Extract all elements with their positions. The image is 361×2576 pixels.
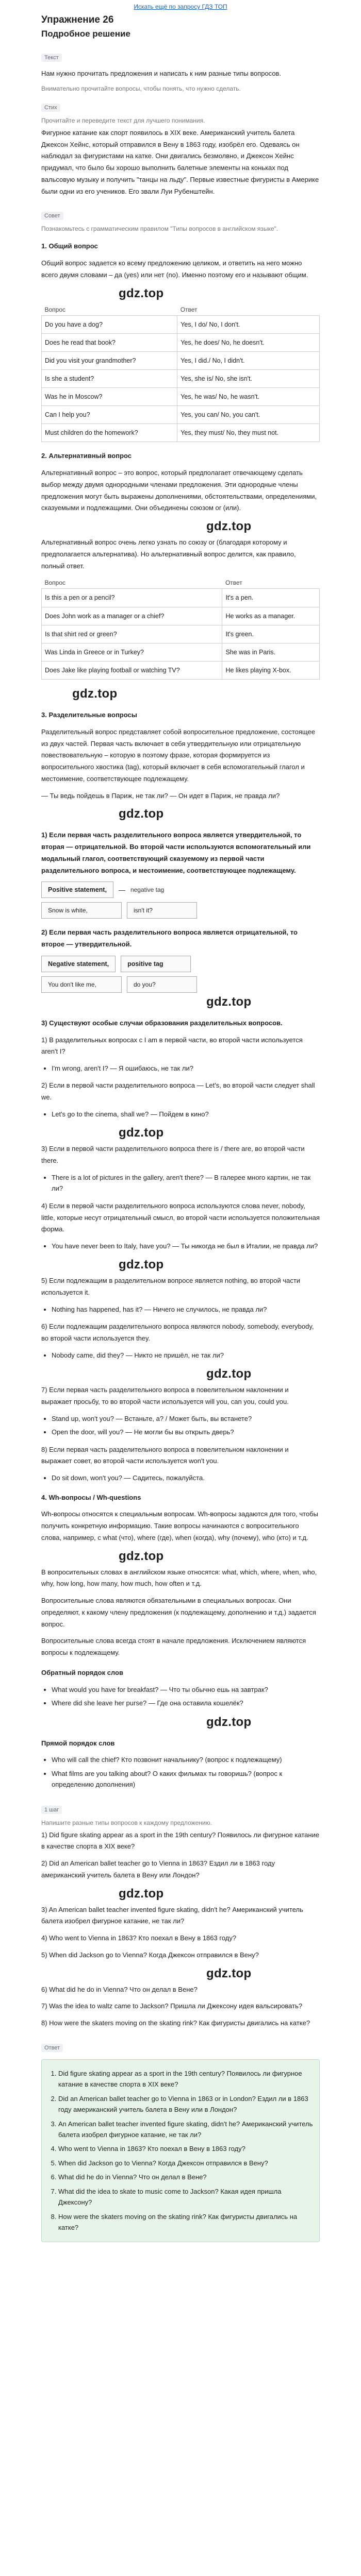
table-row: [42, 589, 320, 607]
answer-item: 1. Did figure skating appear as a sport in the 19th century? Появилось ли фигурное катание в качестве спорта в XIX веке?: [58, 2068, 313, 2090]
case-text: 3) Если в первой части разделительного вопроса there is / there are, во второй части there.: [41, 1145, 305, 1165]
watermark: gdz.top: [119, 807, 164, 821]
table-cell: Yes, he does/ No, he doesn't.: [177, 333, 320, 351]
list-item: • Let's go to the cinema, shall we? — Пойдем в кино?: [52, 1109, 320, 1120]
table-row: [42, 607, 320, 625]
disjunctive-rule-1: 1) Если первая часть разделительного вопроса является утвердительной, то вторая — отрицательной. Во второй части используются вспомогательный или модальный глагол, соответствующий сказуемому из первой части разделительного вопроса, и местоимение, соответствующее подлежащему.: [41, 831, 311, 874]
case-text: 5) Если подлежащим в разделительном вопросе является nothing, во второй части используется it.: [41, 1277, 301, 1297]
example-statement: Snow is white,: [41, 902, 122, 919]
table-cell: It's a pen.: [222, 589, 320, 607]
watermark: gdz.top: [119, 1549, 164, 1563]
table-cell: She was in Paris.: [222, 643, 320, 661]
search-more-link[interactable]: Искать ещё по запросу ГДЗ ТОП: [134, 3, 227, 10]
negative-tag-example: [41, 976, 320, 993]
alternative-text-2: Альтернативный вопрос очень легко узнать по союзу or (благодаря которому и предполагается альтернатива). Но альтернативный вопрос делится, как правило, полный ответ.: [41, 538, 296, 570]
list-item: • Who will call the chief? Кто позвонит начальнику? (вопрос к подлежащему): [52, 1754, 320, 1765]
positive-tag-example: [41, 902, 320, 919]
answer-item: 5. When did Jackson go to Vienna? Когда Джексон отправился в Вену?: [58, 2158, 313, 2168]
watermark: gdz.top: [119, 286, 164, 300]
answer-item: 6. What did he do in Vienna? Что он делал в Вене?: [58, 2172, 313, 2182]
table-row: [42, 625, 320, 643]
step-item: 6) What did he do in Vienna? Что он делал в Вене?: [41, 1985, 198, 1993]
watermark: gdz.top: [206, 1715, 252, 1729]
positive-statement-box: Positive statement,: [41, 882, 113, 898]
step-item: 3) An American ballet teacher invented figure skating, didn't he? Американский учитель балета изобрел фигурное катание, не так ли?: [41, 1905, 303, 1925]
list-item: • Do sit down, won't you? — Садитесь, пожалуйста.: [52, 1472, 320, 1483]
table-cell: Yes, she is/ No, she isn't.: [177, 369, 320, 387]
table-cell: Is she a student?: [42, 369, 177, 387]
table-cell: Must children do the homework?: [42, 424, 177, 442]
table-cell: Do you have a dog?: [42, 315, 177, 333]
list-item: • Stand up, won't you? — Встаньте, а? / Может быть, вы встанете?: [52, 1413, 320, 1424]
case-text: 6) Если подлежащим разделительного вопроса являются nobody, somebody, everybody, во второй части используется they.: [41, 1323, 314, 1343]
case-text: 8) Если первая часть разделительного вопроса в повелительном наклонении и выражает совет, во второй части используется won't you.: [41, 1445, 289, 1465]
col-question: Вопрос: [44, 579, 66, 587]
table-cell: Does he read that book?: [42, 333, 177, 351]
table-row: [42, 661, 320, 679]
table-row: [42, 369, 320, 387]
list-item: • What films are you talking about? О каких фильмах ты говоришь? (вопрос к определению дополнения): [52, 1768, 320, 1790]
case-text: 4) Если в первой части разделительного вопроса используются слова never, nobody, little, которые несут отрицательный смысл, во второй части используется положительная форма.: [41, 1201, 320, 1233]
table-cell: Yes, he was/ No, he wasn't.: [177, 388, 320, 406]
answer-item: 4. Who went to Vienna in 1863? Кто поехал в Вену в 1863 году?: [58, 2143, 313, 2154]
table-cell: He works as a manager.: [222, 607, 320, 625]
chip-answer: Ответ: [41, 2044, 63, 2052]
step-item: 1) Did figure skating appear as a sport in the 19th century? Появилось ли фигурное катание в качестве спорта в XIX веке?: [41, 1831, 320, 1851]
step-item: 7) Was the idea to waltz came to Jackson? Пришла ли Джексону идея вальсировать?: [41, 2002, 303, 2010]
negative-tag-label: negative tag: [130, 886, 165, 894]
wh-text-4: Вопросительные слова всегда стоят в начале предложения. Исключением являются вопросы к подлежащему.: [41, 1637, 306, 1657]
table-cell: Yes, I did./ No, I didn't.: [177, 351, 320, 369]
list-item: • There is a lot of pictures in the gallery, aren't there? — В галерее много картин, не так ли?: [52, 1172, 320, 1194]
page-title: Упражнение 26: [41, 14, 114, 25]
col-question: Вопрос: [44, 306, 66, 313]
watermark: gdz.top: [72, 687, 118, 701]
negative-statement-box: Negative statement,: [41, 956, 116, 972]
disjunctive-example: — Ты ведь пойдешь в Париж, не так ли? — Он идет в Париж, не правда ли?: [41, 791, 280, 800]
case-text: 2) Если в первой части разделительного вопроса — Let's, во второй части следует shall we.: [41, 1081, 315, 1101]
table-row: [42, 643, 320, 661]
table-cell: Yes, I do/ No, I don't.: [177, 315, 320, 333]
answer-box: [41, 2059, 320, 2242]
table-cell: Can I help you?: [42, 406, 177, 424]
answer-item: 3. An American ballet teacher invented figure skating, didn't he? Американский учитель балета изобрел фигурное катание, не так ли?: [58, 2119, 313, 2141]
wh-text: Wh-вопросы относятся к специальным вопросам. Wh-вопросы задаются для того, чтобы получить конкретную информацию. Такие вопросы начинаются с вопросительного слова, например, с what (что), where (где), when (когда), why (почему), who (кто) и т.д.: [41, 1510, 318, 1541]
special-cases-heading: 3) Существуют особые случаи образования разделительных вопросов.: [41, 1019, 283, 1027]
wh-text-2: В вопросительных словах в английском языке относятся: what, which, where, when, who, why, how long, how many, how much, how often и т.д.: [41, 1568, 317, 1588]
table-cell: Does Jake like playing football or watching TV?: [42, 661, 222, 679]
table-cell: It's green.: [222, 625, 320, 643]
chip-task: Текст: [41, 54, 62, 62]
watermark: gdz.top: [206, 1966, 252, 1980]
positive-tag-scheme: Positive statement, — negative tag: [41, 882, 320, 898]
wh-text-3: Вопросительные слова являются обязательными в специальных вопросах. Они определяют, к какому члену предложения (к подлежащему, дополнению и т.д.) задается вопрос.: [41, 1597, 316, 1628]
step-item: 2) Did an American ballet teacher go to Vienna in 1863? Ездил ли в 1863 году американский учитель балета в Вену или Лондон?: [41, 1859, 275, 1879]
list-item: • Open the door, will you? — Не могли бы вы открыть дверь?: [52, 1427, 320, 1437]
alternative-heading: 2. Альтернативный вопрос: [41, 452, 132, 460]
story-text: Фигурное катание как спорт появилось в XIX веке. Американский учитель балета Джексон Хейнс, который отправился в Вену в 1863 году, изобрёл его. Одеваясь он наблюдал за фигуристами на катке. Они двигались безмолвно, и Джексон Хейнс придумал, что было бы хорошо выполнить балетные элементы на коньках под вальсовую музыку и получить "танцы на льду". Первые известные фигуристы в Америке были одни из его учеников. Его звали Луи Рубенштейн.: [41, 128, 319, 195]
alternative-text: Альтернативный вопрос – это вопрос, который предполагает отвечающему сделать выбор между двумя однородными членами предложения. Эти однородные члены предложения могут быть выражены дополнениями, обстоятельствами, определениями, сказуемыми и подлежащими. Они объединены союзом or (или).: [41, 469, 317, 512]
general-table: [41, 304, 320, 443]
col-answer: Ответ: [225, 579, 242, 587]
answer-item: 7. What did the idea to skate to music come to Jackson? Какая идея пришла Джексону?: [58, 2186, 313, 2208]
list-item: • Where did she leave her purse? — Где она оставила кошелёк?: [52, 1698, 320, 1708]
positive-tag-box: positive tag: [121, 956, 191, 972]
table-cell: Is that shirt red or green?: [42, 625, 222, 643]
note-1: Внимательно прочитайте вопросы, чтобы понять, что нужно сделать.: [41, 84, 241, 92]
list-item: • I'm wrong, aren't I? — Я ошибаюсь, не так ли?: [52, 1063, 320, 1074]
watermark: gdz.top: [119, 1886, 164, 1901]
table-row: [42, 351, 320, 369]
chip-translation: Стих: [41, 104, 60, 112]
table-cell: Was Linda in Greece or in Turkey?: [42, 643, 222, 661]
disjunctive-rule-2: 2) Если первая часть разделительного вопроса является отрицательной, то второе — утвердительной.: [41, 928, 298, 948]
chip-step: 1 шаг: [41, 1806, 62, 1814]
list-item: • You have never been to Italy, have you? — Ты никогда не был в Италии, не правда ли?: [52, 1241, 320, 1251]
table-cell: Yes, you can/ No, you can't.: [177, 406, 320, 424]
table-row: [42, 388, 320, 406]
step-label: Напишите разные типы вопросов к каждому предложению.: [41, 1819, 212, 1826]
general-text: Общий вопрос задается ко всему предложению целиком, и ответить на него можно всего двумя словами – да (yes) или нет (no). Именно поэтому его и называют общим.: [41, 259, 308, 279]
list-item: • Nothing has happened, has it? — Ничего не случилось, не правда ли?: [52, 1304, 320, 1315]
col-answer: Ответ: [180, 306, 198, 313]
watermark: gdz.top: [119, 1126, 164, 1140]
general-heading: 1. Общий вопрос: [41, 242, 98, 250]
intro-text: Нам нужно прочитать предложения и написать к ним разные типы вопросов.: [41, 70, 282, 77]
alternative-table: [41, 577, 320, 680]
page-subtitle: Подробное решение: [41, 29, 130, 39]
table-cell: Did you visit your grandmother?: [42, 351, 177, 369]
note-2: Прочитайте и переведите текст для лучшего понимания.: [41, 116, 205, 124]
negative-tag-scheme: [41, 956, 320, 972]
chip-theory: Совет: [41, 212, 63, 220]
table-row: [42, 406, 320, 424]
table-cell: Is this a pen or a pencil?: [42, 589, 222, 607]
answer-item: 2. Did an American ballet teacher go to Vienna in 1863 or in London? Ездил ли в 1863 году американский учитель балета в Вену или в Лондон?: [58, 2093, 313, 2115]
watermark: gdz.top: [206, 1367, 252, 1381]
disjunctive-heading: 3. Разделительные вопросы: [41, 711, 137, 719]
step-item: 8) How were the skaters moving on the skating rink? Как фигуристы двигались на катке?: [41, 2019, 310, 2027]
list-item: • Nobody came, did they? — Никто не пришёл, не так ли?: [52, 1350, 320, 1361]
disjunctive-text: Разделительный вопрос представляет собой вопросительное предложение, состоящее из двух частей. Первая часть включает в себя утвердительную или отрицательную повествовательную – которую в поэтому фразе, которая формируется из вопросительного хвостика (tag), который включает в себя вспомогательный глагол и местоимение, соответствующее подлежащему.: [41, 727, 315, 783]
table-cell: Does John work as a manager or a chief?: [42, 607, 222, 625]
table-row: [42, 315, 320, 333]
table-row: [42, 424, 320, 442]
watermark: gdz.top: [119, 1258, 164, 1272]
table-cell: He likes playing X-box.: [222, 661, 320, 679]
table-cell: Was he in Moscow?: [42, 388, 177, 406]
example-tag: isn't it?: [127, 902, 197, 919]
direct-order-heading: Прямой порядок слов: [41, 1739, 115, 1747]
answer-list: [48, 2068, 313, 2233]
page: [36, 0, 325, 2252]
table-cell: Yes, they must/ No, they must not.: [177, 424, 320, 442]
example-statement: You don't like me,: [41, 976, 122, 993]
case-text: 1) В разделительных вопросах с I am в первой части, во второй части используется aren't I?: [41, 1036, 303, 1056]
watermark: gdz.top: [206, 994, 252, 1009]
note-3: Познакомьтесь с грамматическим правилом "Типы вопросов в английском языке".: [41, 225, 278, 233]
step-item: 4) Who went to Vienna in 1863? Кто поехал в Вену в 1863 году?: [41, 1934, 237, 1942]
table-row: [42, 333, 320, 351]
watermark: gdz.top: [206, 519, 252, 534]
case-text: 7) Если первая часть разделительного вопроса в повелительном наклонении и выражает просьбу, то во второй части используется will you, can you, could you.: [41, 1386, 289, 1406]
reverse-order-heading: Обратный порядок слов: [41, 1668, 123, 1676]
wh-heading: 4. Wh-вопросы / Wh-questions: [41, 1493, 141, 1501]
list-item: • What would you have for breakfast? — Что ты обычно ешь на завтрак?: [52, 1684, 320, 1695]
example-tag: do you?: [127, 976, 197, 993]
answer-item: 8. How were the skaters moving on the skating rink? Как фигуристы двигались на катке?: [58, 2211, 313, 2233]
step-item: 5) When did Jackson go to Vienna? Когда Джексон отправился в Вену?: [41, 1951, 259, 1959]
